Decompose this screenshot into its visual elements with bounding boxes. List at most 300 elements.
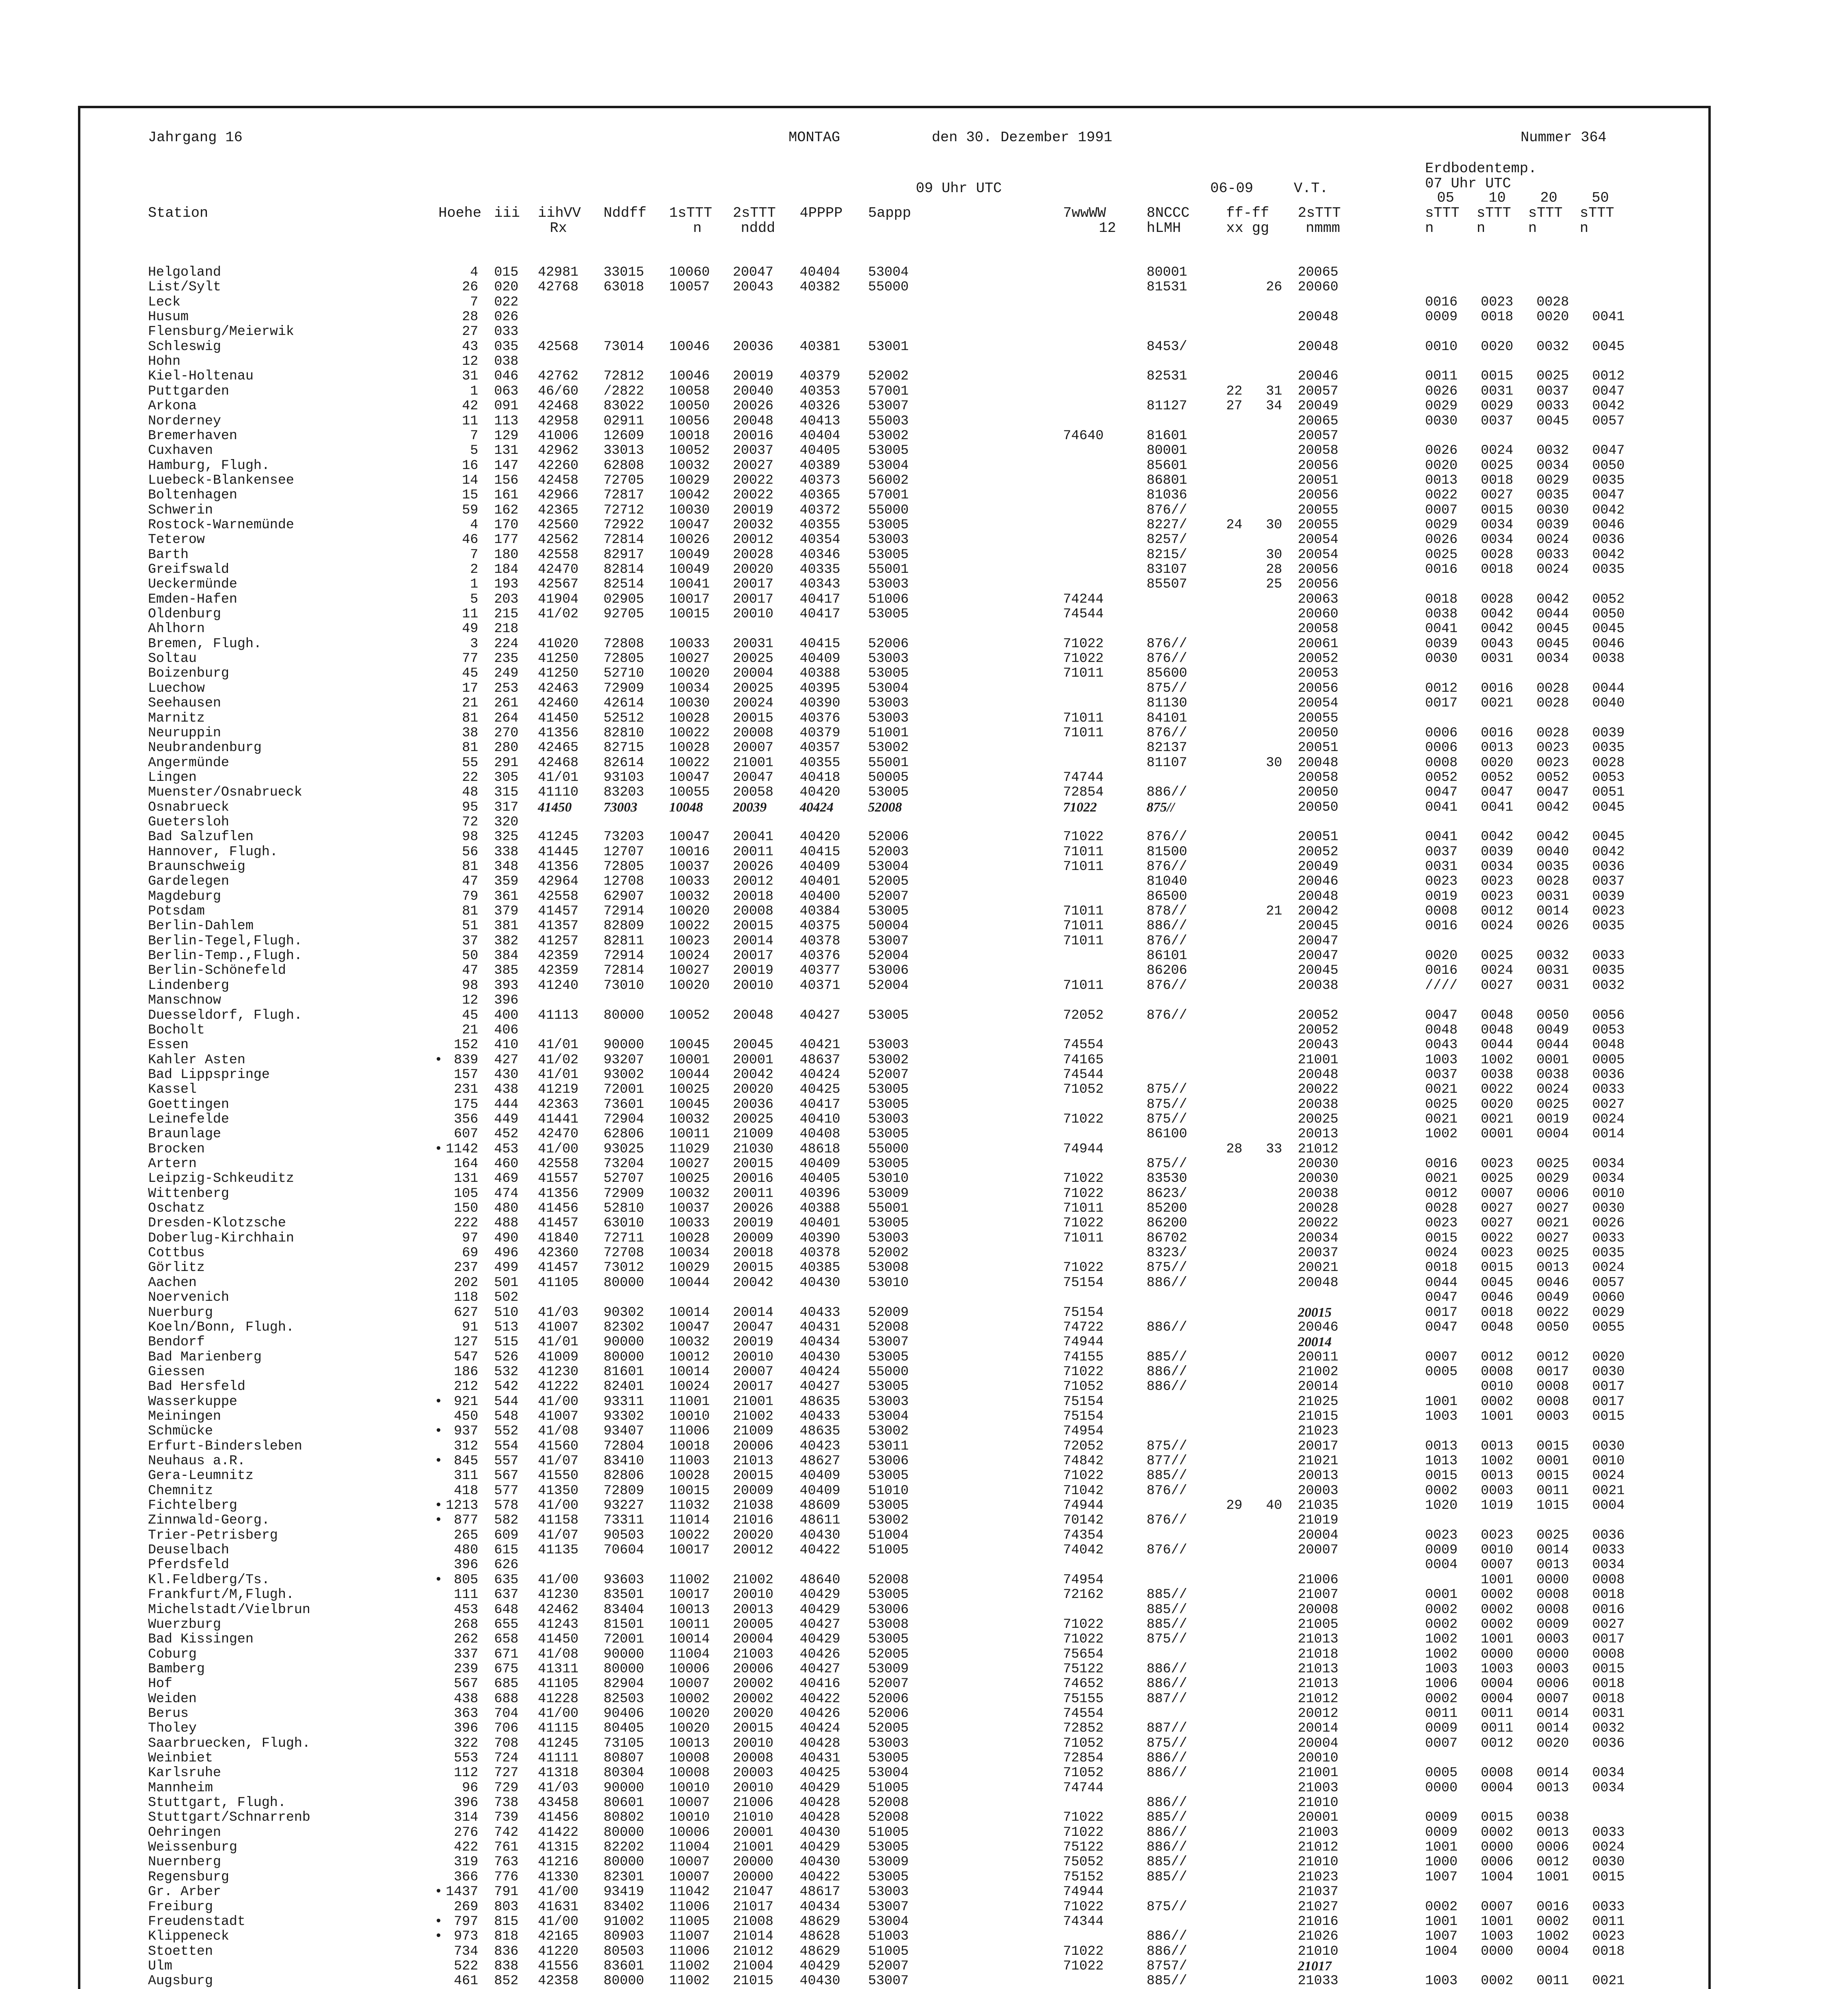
row-2sttt: 21016	[733, 1513, 774, 1528]
row-iii: 582	[494, 1513, 519, 1528]
row-station: Oehringen	[148, 1825, 221, 1840]
row-2sttt: 20019	[733, 369, 774, 384]
row-nddff: 90302	[604, 1305, 645, 1320]
row-8nccc: 885//	[1147, 1602, 1188, 1617]
row-soil-temp: 1020	[1425, 1498, 1458, 1514]
table-row	[80, 1290, 1708, 1305]
row-iii: 637	[494, 1587, 519, 1603]
row-8nccc: 8757/	[1147, 1958, 1188, 1974]
row-iii: 548	[494, 1409, 519, 1424]
table-row	[80, 1439, 1708, 1454]
row-ff2: 33	[1266, 1141, 1282, 1157]
row-1sttt: 10013	[669, 1736, 710, 1751]
vt-label: V.T.	[1294, 180, 1328, 197]
row-station: Gardelegen	[148, 874, 230, 889]
row-station: Weiden	[148, 1691, 197, 1707]
row-2sttt-b: 21026	[1298, 1929, 1339, 1944]
row-iihvv: 42964	[538, 874, 579, 889]
col-iihvv: iihVV	[538, 205, 581, 221]
row-4pppp: 40429	[800, 1840, 841, 1855]
row-2sttt-b: 20053	[1298, 666, 1339, 681]
row-2sttt-b: 20028	[1298, 1201, 1339, 1216]
mountain-marker-icon: •	[434, 1884, 443, 1900]
table-row	[80, 1364, 1708, 1380]
row-4pppp: 40430	[800, 1349, 841, 1365]
row-soil-temp: 0000	[1425, 1780, 1458, 1796]
row-4pppp: 40423	[800, 1438, 841, 1454]
row-soil-temp: 0047	[1425, 1008, 1458, 1023]
row-iii: 113	[494, 413, 519, 429]
row-nddff: 83402	[604, 1899, 645, 1915]
row-4pppp: 40400	[800, 889, 841, 904]
row-8nccc: 81036	[1147, 488, 1188, 503]
table-row	[80, 1082, 1708, 1097]
row-5appp: 52005	[868, 1646, 909, 1662]
row-2sttt: 20020	[733, 1706, 774, 1721]
row-2sttt-b: 21012	[1298, 1691, 1339, 1707]
row-iii: 761	[494, 1840, 519, 1855]
row-soil-temp: 1001	[1481, 1572, 1513, 1588]
row-5appp: 53005	[868, 547, 909, 562]
row-5appp: 53005	[868, 1082, 909, 1098]
row-station: Rostock-Warnemünde	[148, 517, 294, 533]
row-nddff: 70604	[604, 1543, 645, 1558]
jahrgang: Jahrgang 16	[148, 129, 243, 146]
row-1sttt: 10023	[669, 933, 710, 949]
row-nddff: 93302	[604, 1409, 645, 1424]
row-station: Mannheim	[148, 1780, 213, 1796]
row-1sttt: 10034	[669, 681, 710, 696]
row-station: Braunschweig	[148, 859, 245, 874]
row-2sttt: 21014	[733, 1929, 774, 1944]
row-hoehe: 797	[454, 1914, 478, 1929]
row-station: Leinefelde	[148, 1111, 230, 1127]
row-soil-temp: 0012	[1536, 1855, 1569, 1870]
row-soil-temp: 0020	[1481, 339, 1513, 354]
row-7wwww: 75122	[1063, 1661, 1104, 1677]
row-1sttt: 10027	[669, 963, 710, 979]
row-1sttt: 10008	[669, 1751, 710, 1766]
row-8nccc: 85600	[1147, 666, 1188, 681]
row-8nccc: 83107	[1147, 562, 1188, 577]
table-row	[80, 934, 1708, 949]
row-soil-temp: 0038	[1425, 607, 1458, 622]
table-row	[80, 829, 1708, 845]
row-nddff: 82302	[604, 1320, 645, 1335]
row-4pppp: 40390	[800, 696, 841, 711]
row-soil-temp: 1003	[1425, 1052, 1458, 1068]
row-8nccc: 875//	[1147, 1111, 1188, 1127]
row-iihvv: 42470	[538, 1127, 579, 1142]
row-soil-temp: 0043	[1425, 1037, 1458, 1053]
table-row	[80, 948, 1708, 963]
table-row	[80, 547, 1708, 562]
row-ff1: 28	[1226, 1141, 1242, 1157]
row-2sttt-b: 20012	[1298, 1706, 1339, 1721]
row-5appp: 53007	[868, 1899, 909, 1915]
row-station: Michelstadt/Vielbrun	[148, 1602, 311, 1617]
row-soil-temp: 1001	[1481, 1409, 1513, 1424]
row-soil-temp: 0004	[1425, 1557, 1458, 1573]
row-4pppp: 40379	[800, 725, 841, 741]
row-nddff: 82811	[604, 933, 645, 949]
row-soil-temp: 0018	[1592, 1691, 1625, 1707]
row-4pppp: 40427	[800, 1008, 841, 1023]
row-1sttt: 10047	[669, 517, 710, 533]
row-iii: 381	[494, 919, 519, 934]
row-5appp: 53007	[868, 1335, 909, 1350]
row-soil-temp: ////	[1425, 978, 1458, 993]
row-nddff: 93311	[604, 1394, 645, 1409]
row-soil-temp: 0028	[1536, 696, 1569, 711]
row-soil-temp: 0017	[1425, 696, 1458, 711]
row-soil-temp: 0018	[1592, 1587, 1625, 1603]
row-iihvv: 42981	[538, 265, 579, 280]
row-station: Kl.Feldberg/Ts.	[148, 1572, 270, 1588]
row-iii: 249	[494, 666, 519, 681]
row-1sttt: 10007	[669, 1855, 710, 1870]
row-soil-temp: 1003	[1481, 1929, 1513, 1944]
row-iii: 776	[494, 1869, 519, 1885]
row-nddff: 52710	[604, 666, 645, 681]
row-4pppp: 40395	[800, 681, 841, 696]
row-8nccc: 885//	[1147, 1855, 1188, 1870]
row-soil-temp: 0016	[1425, 919, 1458, 934]
row-soil-temp: 0005	[1425, 1765, 1458, 1781]
table-row	[80, 1454, 1708, 1469]
row-7wwww: 71011	[1063, 904, 1104, 919]
table-row	[80, 1573, 1708, 1588]
row-soil-temp: 0002	[1481, 1825, 1513, 1840]
row-2sttt-b: 20038	[1298, 1097, 1339, 1112]
row-2sttt-b: 20048	[1298, 755, 1339, 771]
row-4pppp: 40410	[800, 1111, 841, 1127]
row-2sttt-b: 20056	[1298, 681, 1339, 696]
row-hoehe: 21	[462, 696, 478, 711]
row-2sttt: 21001	[733, 1840, 774, 1855]
table-row	[80, 1231, 1708, 1246]
row-8nccc: 876//	[1147, 651, 1188, 667]
row-1sttt: 10017	[669, 1587, 710, 1603]
row-iii: 510	[494, 1305, 519, 1320]
row-7wwww: 74544	[1063, 607, 1104, 622]
row-iii: 396	[494, 993, 519, 1008]
row-soil-temp: 1001	[1425, 1394, 1458, 1409]
row-1sttt: 10012	[669, 1349, 710, 1365]
row-nddff: 62907	[604, 889, 645, 904]
row-1sttt: 10020	[669, 978, 710, 993]
row-7wwww: 74722	[1063, 1320, 1104, 1335]
row-8nccc: 85601	[1147, 458, 1188, 473]
row-soil-temp: 0004	[1536, 1127, 1569, 1142]
row-nddff: 72909	[604, 1186, 645, 1201]
row-soil-temp: 0033	[1592, 1825, 1625, 1840]
row-4pppp: 40417	[800, 1097, 841, 1112]
row-soil-temp: 0048	[1481, 1008, 1513, 1023]
row-soil-temp: 0018	[1481, 309, 1513, 325]
row-4pppp: 40422	[800, 1869, 841, 1885]
row-5appp: 53004	[868, 265, 909, 280]
row-ff2: 25	[1266, 577, 1282, 592]
row-1sttt: 11006	[669, 1944, 710, 1959]
row-iihvv: 42568	[538, 339, 579, 354]
row-ff2: 28	[1266, 562, 1282, 577]
row-nddff: /2822	[604, 383, 645, 399]
table-row	[80, 1127, 1708, 1142]
row-4pppp: 40417	[800, 607, 841, 622]
row-7wwww: 71011	[1063, 1230, 1104, 1246]
row-1sttt: 10017	[669, 1543, 710, 1558]
row-4pppp: 40385	[800, 1260, 841, 1276]
row-soil-temp: 0008	[1481, 1364, 1513, 1380]
row-2sttt: 20013	[733, 1602, 774, 1617]
row-soil-temp: 0032	[1536, 339, 1569, 354]
row-7wwww: 71052	[1063, 1765, 1104, 1781]
row-iihvv: 41/00	[538, 1394, 579, 1409]
row-2sttt-b: 20042	[1298, 904, 1339, 919]
row-iii: 704	[494, 1706, 519, 1721]
row-2sttt: 20025	[733, 1111, 774, 1127]
row-iii: 184	[494, 562, 519, 577]
row-7wwww: 74554	[1063, 1037, 1104, 1053]
row-soil-temp: 0004	[1592, 1498, 1625, 1514]
row-2sttt: 21015	[733, 1973, 774, 1989]
row-soil-temp: 0042	[1536, 829, 1569, 845]
row-hoehe: 461	[454, 1973, 478, 1989]
row-iihvv: 41230	[538, 1587, 579, 1603]
table-row	[80, 651, 1708, 666]
row-4pppp: 40354	[800, 532, 841, 548]
row-8nccc: 86101	[1147, 948, 1188, 964]
row-soil-temp: 0000	[1481, 1646, 1513, 1662]
row-iihvv: 41356	[538, 1186, 579, 1201]
row-soil-temp: 0016	[1481, 681, 1513, 696]
row-nddff: 72914	[604, 948, 645, 964]
row-soil-temp: 0023	[1425, 1528, 1458, 1543]
row-station: Coburg	[148, 1646, 197, 1662]
row-nddff: 90000	[604, 1646, 645, 1662]
row-iii: 177	[494, 532, 519, 548]
row-iii: 270	[494, 725, 519, 741]
row-station: Artern	[148, 1156, 197, 1172]
row-soil-temp: 0004	[1481, 1691, 1513, 1707]
row-2sttt-b: 20054	[1298, 532, 1339, 548]
row-iihvv: 41311	[538, 1661, 579, 1677]
row-8nccc: 876//	[1147, 1513, 1188, 1528]
row-2sttt-b: 21015	[1298, 1409, 1339, 1424]
row-soil-temp: 0046	[1592, 517, 1625, 533]
row-soil-temp: 0041	[1425, 621, 1458, 637]
row-station: Fichtelberg	[148, 1498, 238, 1514]
row-iii: 427	[494, 1052, 519, 1068]
table-row	[80, 1023, 1708, 1038]
row-5appp: 57001	[868, 488, 909, 503]
row-hoehe: 12	[462, 354, 478, 370]
row-2sttt-b: 20051	[1298, 829, 1339, 845]
row-4pppp: 48629	[800, 1914, 841, 1929]
row-iihvv: 42562	[538, 532, 579, 548]
row-soil-temp: 0015	[1481, 1260, 1513, 1276]
row-8nccc: 82137	[1147, 740, 1188, 756]
col-7wwww: 7wwWW	[1063, 205, 1106, 221]
row-soil-temp: 0047	[1536, 785, 1569, 800]
row-2sttt: 20010	[733, 1780, 774, 1796]
row-4pppp: 40390	[800, 1230, 841, 1246]
row-nddff: 82806	[604, 1468, 645, 1484]
row-soil-temp: 0029	[1536, 473, 1569, 488]
row-nddff: 80000	[604, 1855, 645, 1870]
row-1sttt: 10025	[669, 1171, 710, 1187]
row-2sttt-b: 20004	[1298, 1528, 1339, 1543]
row-1sttt: 11005	[669, 1914, 710, 1929]
row-nddff: 80802	[604, 1810, 645, 1826]
col-2sttt: 2sTTT	[733, 205, 776, 221]
row-7wwww: 71011	[1063, 725, 1104, 741]
row-station: Bremerhaven	[148, 428, 238, 444]
row-iihvv: 42363	[538, 1097, 579, 1112]
row-1sttt: 10027	[669, 1156, 710, 1172]
row-1sttt: 11042	[669, 1884, 710, 1900]
row-soil-temp: 0014	[1536, 904, 1569, 919]
row-soil-temp: 0015	[1481, 369, 1513, 384]
row-2sttt: 20047	[733, 265, 774, 280]
row-iii: 280	[494, 740, 519, 756]
row-soil-temp: 0045	[1536, 621, 1569, 637]
row-7wwww: 74744	[1063, 770, 1104, 785]
weekday: MONTAG	[789, 129, 840, 146]
row-hoehe: 805	[454, 1572, 478, 1588]
row-soil-temp: 0019	[1536, 1111, 1569, 1127]
row-iihvv: 41330	[538, 1869, 579, 1885]
row-7wwww: 71022	[1063, 1186, 1104, 1201]
row-2sttt: 20019	[733, 963, 774, 979]
row-1sttt: 10013	[669, 1602, 710, 1617]
row-1sttt: 10027	[669, 651, 710, 667]
row-nddff: 02911	[604, 413, 645, 429]
row-7wwww: 71022	[1063, 829, 1104, 845]
row-nddff: 80503	[604, 1944, 645, 1959]
row-8nccc: 876//	[1147, 933, 1188, 949]
table-row	[80, 414, 1708, 429]
row-soil-temp: 0029	[1592, 1305, 1625, 1320]
row-2sttt-b: 20049	[1298, 859, 1339, 874]
row-station: Magdeburg	[148, 889, 221, 904]
row-iihvv: 41/02	[538, 607, 579, 622]
table-row	[80, 428, 1708, 444]
row-soil-temp: 0050	[1536, 1008, 1569, 1023]
row-iii: 852	[494, 1973, 519, 1989]
row-soil-temp: 0023	[1481, 294, 1513, 310]
row-nddff: 82814	[604, 562, 645, 577]
row-iihvv: 41/01	[538, 770, 579, 785]
row-hoehe: 522	[454, 1958, 478, 1974]
row-1sttt: 11006	[669, 1899, 710, 1915]
row-soil-temp: 0044	[1536, 607, 1569, 622]
row-4pppp: 40335	[800, 562, 841, 577]
row-hoehe: 22	[462, 770, 478, 785]
row-4pppp: 40420	[800, 829, 841, 845]
row-1sttt: 11002	[669, 1572, 710, 1588]
row-soil-temp: 0024	[1425, 1246, 1458, 1261]
table-row	[80, 978, 1708, 993]
row-hoehe: 48	[462, 785, 478, 800]
row-soil-temp: 0051	[1592, 785, 1625, 800]
row-hoehe: 547	[454, 1349, 478, 1365]
row-7wwww: 71022	[1063, 1825, 1104, 1840]
row-8nccc: 875//	[1147, 1097, 1188, 1112]
row-station: Boizenburg	[148, 666, 230, 681]
row-1sttt: 10052	[669, 443, 710, 459]
row-8nccc: 80001	[1147, 265, 1188, 280]
row-soil-temp: 0031	[1592, 1706, 1625, 1721]
row-hoehe: 396	[454, 1557, 478, 1573]
table-row	[80, 1275, 1708, 1290]
row-hoehe: 38	[462, 725, 478, 741]
row-1sttt: 10022	[669, 1528, 710, 1543]
row-soil-temp: 0029	[1536, 1171, 1569, 1187]
row-iii: 648	[494, 1602, 519, 1617]
row-station: Karlsruhe	[148, 1765, 221, 1781]
row-8nccc: 8323/	[1147, 1246, 1188, 1261]
row-2sttt: 20039	[733, 800, 767, 815]
row-iii: 635	[494, 1572, 519, 1588]
row-2sttt: 20027	[733, 458, 774, 473]
row-iii: 658	[494, 1632, 519, 1647]
row-2sttt: 20047	[733, 1320, 774, 1335]
row-hoehe: 77	[462, 651, 478, 667]
row-soil-temp: 0009	[1425, 309, 1458, 325]
row-7wwww: 75122	[1063, 1840, 1104, 1855]
row-soil-temp: 0039	[1481, 844, 1513, 860]
row-soil-temp: 0015	[1592, 1409, 1625, 1424]
table-row	[80, 711, 1708, 726]
row-2sttt: 20020	[733, 1082, 774, 1098]
row-hoehe: 973	[454, 1929, 478, 1944]
row-station: Berlin-Schönefeld	[148, 963, 286, 979]
row-soil-temp: 0012	[1425, 1186, 1458, 1201]
table-row	[80, 1424, 1708, 1439]
row-2sttt-b: 21010	[1298, 1944, 1339, 1959]
row-8nccc: 886//	[1147, 1825, 1188, 1840]
row-nddff: 93227	[604, 1498, 645, 1514]
row-nddff: 83410	[604, 1454, 645, 1469]
row-iihvv: 42962	[538, 443, 579, 459]
row-station: Luechow	[148, 681, 205, 696]
row-soil-temp: 0025	[1425, 547, 1458, 562]
row-ff1: 24	[1226, 517, 1242, 533]
row-soil-temp: 0007	[1481, 1557, 1513, 1573]
row-4pppp: 48617	[800, 1884, 841, 1900]
table-row	[80, 845, 1708, 860]
row-soil-temp: 0006	[1481, 1855, 1513, 1870]
row-soil-temp: 0024	[1481, 443, 1513, 459]
row-1sttt: 10022	[669, 755, 710, 771]
row-nddff: 80304	[604, 1765, 645, 1781]
row-soil-temp: 0027	[1536, 1201, 1569, 1216]
row-soil-temp: 0017	[1592, 1379, 1625, 1395]
soil-temp-depths: 05 10 20 50	[1437, 190, 1609, 206]
row-ff1: 22	[1226, 383, 1242, 399]
row-1sttt: 10055	[669, 785, 710, 800]
row-hoehe: 3	[470, 636, 478, 652]
row-soil-temp: 0002	[1481, 1394, 1513, 1409]
row-station: Angermünde	[148, 755, 230, 771]
row-2sttt: 20017	[733, 948, 774, 964]
mountain-marker-icon: •	[434, 1424, 443, 1439]
row-station: Essen	[148, 1037, 189, 1053]
row-7wwww: 74652	[1063, 1676, 1104, 1692]
row-nddff: 80000	[604, 1008, 645, 1023]
